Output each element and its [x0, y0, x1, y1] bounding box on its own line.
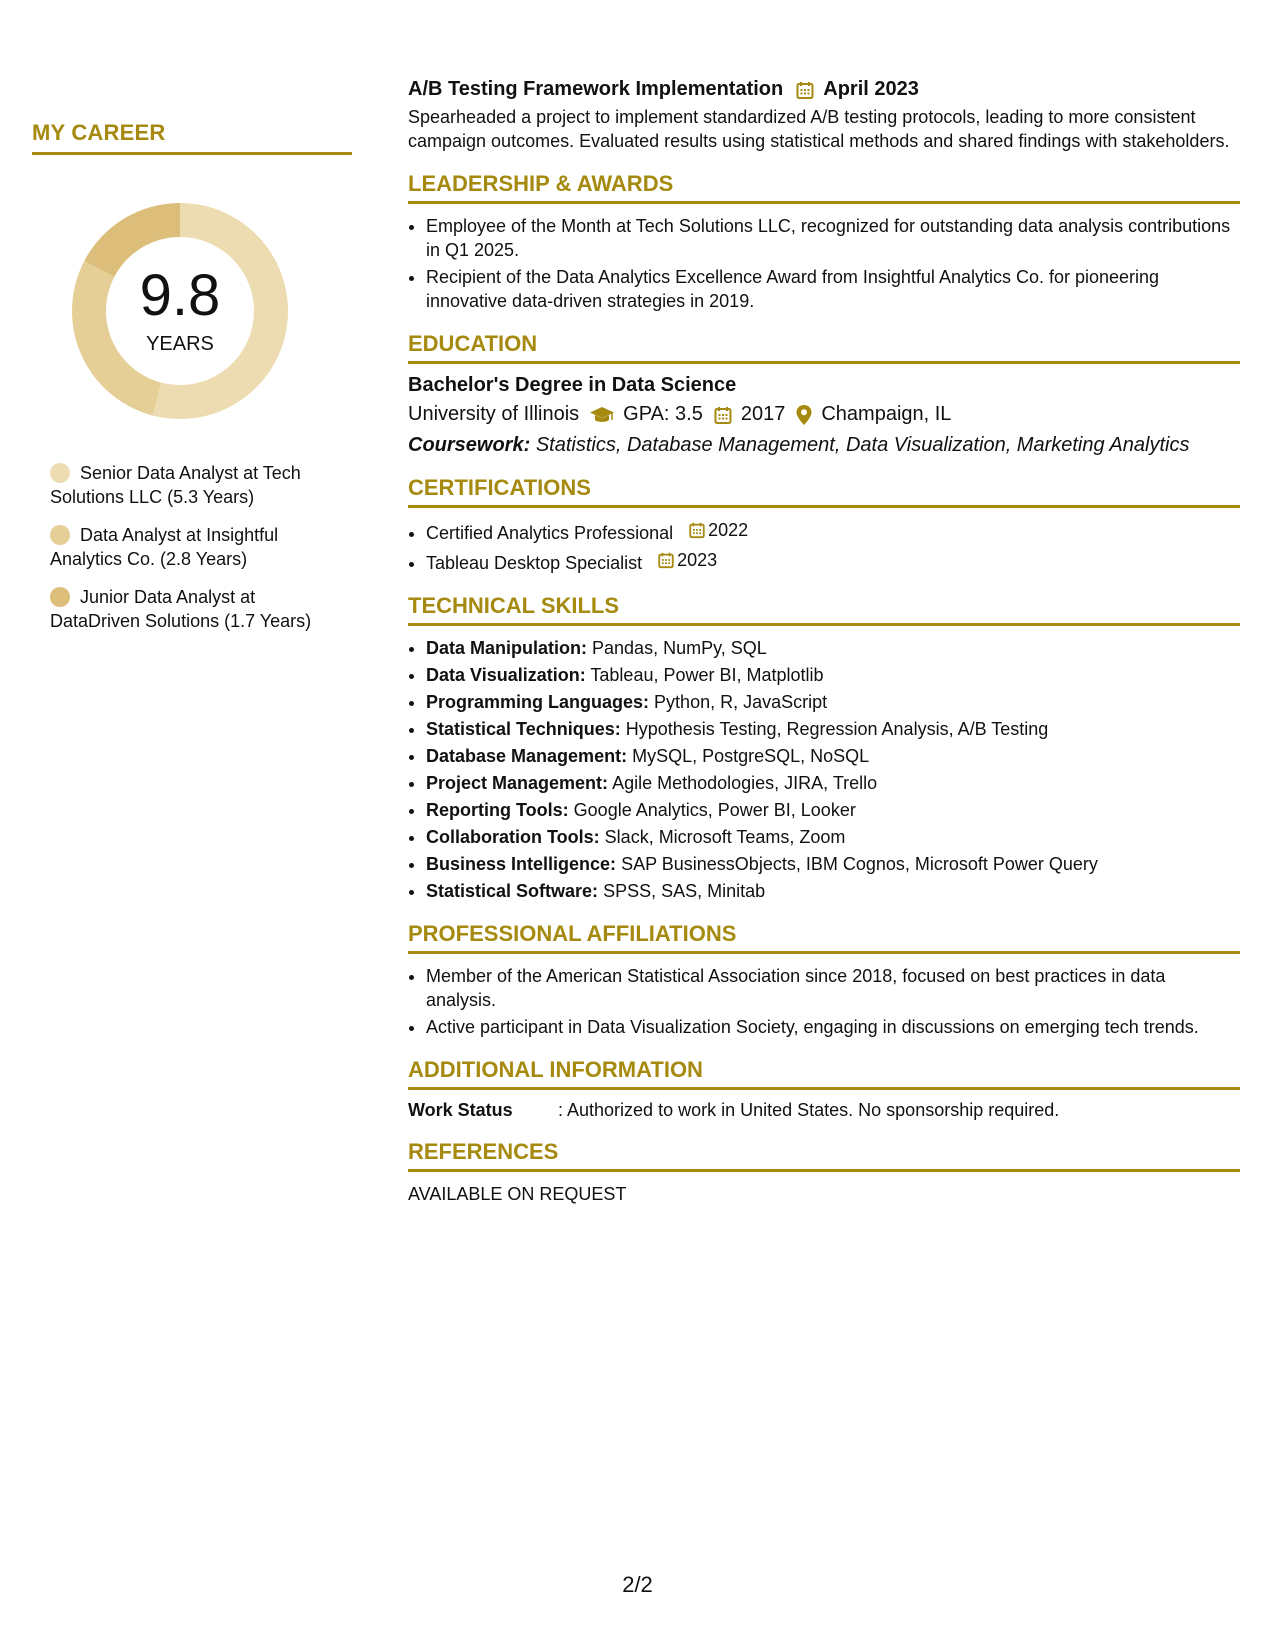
education-degree: Bachelor's Degree in Data Science — [408, 374, 737, 396]
certifications-section-title: CERTIFICATIONS — [408, 475, 1240, 508]
skill-label: Statistical Techniques: — [426, 719, 621, 739]
list-item: • Member of the American Statistical Association since 2018, focused on best practices in data analysis. — [426, 964, 1240, 1012]
coursework-text: Statistics, Database Management, Data Visualization, Marketing Analytics — [535, 434, 1190, 456]
legend-dot — [50, 587, 70, 607]
career-sidebar — [32, 120, 352, 647]
list-item — [426, 825, 1240, 849]
graduation-cap-icon — [589, 405, 615, 425]
list-item: • Employee of the Month at Tech Solutions LLC, recognized for outstanding data analysis contributions in Q1 2025. — [426, 214, 1240, 262]
list-item — [426, 798, 1240, 822]
education-meta — [408, 403, 1240, 426]
location-pin-icon — [795, 404, 813, 426]
list-item — [426, 690, 1240, 714]
additional-section-title: ADDITIONAL INFORMATION — [408, 1057, 1240, 1090]
skill-value: Agile Methodologies, JIRA, Trello — [612, 773, 878, 793]
skill-label: Project Management: — [426, 773, 609, 793]
calendar-icon — [657, 551, 675, 569]
affiliations-section-title: PROFESSIONAL AFFILIATIONS — [408, 921, 1240, 954]
work-status-value: : Authorized to work in United States. No sponsorship required. — [558, 1100, 1060, 1120]
education-gpa-text: GPA: 3.5 — [623, 403, 703, 425]
education-location-text: Champaign, IL — [821, 403, 952, 425]
page-number: 2/2 — [622, 1572, 653, 1597]
calendar-icon — [688, 521, 706, 539]
legend-item — [50, 585, 340, 633]
skill-value: MySQL, PostgreSQL, NoSQL — [632, 746, 870, 766]
list-item — [426, 717, 1240, 741]
calendar-icon — [713, 405, 733, 425]
skill-label: Data Visualization: — [426, 665, 586, 685]
list-item — [426, 636, 1240, 660]
resume-main — [408, 78, 1240, 1205]
legend-item — [50, 461, 340, 509]
project-date — [795, 78, 919, 101]
donut-center — [66, 197, 294, 425]
leadership-list — [408, 214, 1240, 313]
career-title: MY CAREER — [32, 120, 352, 155]
career-legend — [50, 461, 352, 633]
education-location — [795, 403, 951, 426]
list-item — [426, 879, 1240, 903]
skills-section-title: TECHNICAL SKILLS — [408, 593, 1240, 626]
skill-value: Tableau, Power BI, Matplotlib — [590, 665, 824, 685]
education-coursework — [408, 434, 1240, 457]
certification-date — [657, 548, 717, 572]
certification-year: 2023 — [677, 550, 718, 570]
legend-dot — [50, 463, 70, 483]
certification-name: Tableau Desktop Specialist — [426, 553, 643, 573]
education-year-text: 2017 — [740, 403, 786, 425]
references-text: AVAILABLE ON REQUEST — [408, 1184, 627, 1204]
calendar-icon — [795, 80, 815, 100]
skill-label: Programming Languages: — [426, 692, 650, 712]
skills-list — [408, 636, 1240, 903]
legend-label: Junior Data Analyst at DataDriven Solutions (1.7 Years) — [50, 587, 312, 631]
skill-value: Slack, Microsoft Teams, Zoom — [604, 827, 846, 847]
skill-label: Collaboration Tools: — [426, 827, 600, 847]
education-school: University of Illinois — [408, 403, 580, 425]
skill-label: Data Manipulation: — [426, 638, 587, 658]
list-item: • Active participant in Data Visualization Society, engaging in discussions on emerging tech trends. — [426, 1015, 1240, 1039]
certification-name: Certified Analytics Professional — [426, 523, 674, 543]
certification-date — [688, 518, 748, 542]
certification-year: 2022 — [708, 520, 749, 540]
skill-value: Python, R, JavaScript — [654, 692, 828, 712]
skill-value: Hypothesis Testing, Regression Analysis, A/B Testing — [625, 719, 1049, 739]
skill-label: Reporting Tools: — [426, 800, 569, 820]
certifications-list — [408, 518, 1240, 575]
skill-label: Database Management: — [426, 746, 628, 766]
skill-value: Google Analytics, Power BI, Looker — [573, 800, 856, 820]
legend-label: Senior Data Analyst at Tech Solutions LLC (5.3 Years) — [50, 463, 301, 507]
skill-value: SPSS, SAS, Minitab — [603, 881, 766, 901]
skill-value: SAP BusinessObjects, IBM Cognos, Microsoft Power Query — [621, 854, 1098, 874]
education-section-title: EDUCATION — [408, 331, 1240, 364]
work-status-row — [408, 1100, 1240, 1121]
coursework-label: Coursework: — [408, 434, 531, 456]
skill-label: Statistical Software: — [426, 881, 599, 901]
project-title: A/B Testing Framework Implementation — [408, 78, 784, 100]
work-status-label: Work Status — [408, 1100, 513, 1120]
total-years-unit: YEARS — [146, 332, 214, 355]
leadership-section-title: LEADERSHIP & AWARDS — [408, 171, 1240, 204]
list-item — [426, 518, 1240, 545]
project-description: Spearheaded a project to implement standardized A/B testing protocols, leading to more consistent campaign outcomes. Evaluated results using statistical methods and shared findings with stakeholders. — [408, 107, 1230, 151]
legend-item — [50, 523, 340, 571]
education-year — [713, 403, 786, 426]
project-date-text: April 2023 — [823, 78, 919, 100]
list-item — [426, 663, 1240, 687]
list-item — [426, 771, 1240, 795]
skill-value: Pandas, NumPy, SQL — [592, 638, 767, 658]
legend-dot — [50, 525, 70, 545]
career-donut-chart — [66, 197, 294, 425]
legend-label: Data Analyst at Insightful Analytics Co. (2.8 Years) — [50, 525, 279, 569]
skill-label: Business Intelligence: — [426, 854, 617, 874]
affiliations-list — [408, 964, 1240, 1039]
project-header — [408, 78, 1240, 101]
references-section-title: REFERENCES — [408, 1139, 1240, 1172]
list-item: • Recipient of the Data Analytics Excellence Award from Insightful Analytics Co. for pioneering innovative data-driven strategies in 2019. — [426, 265, 1240, 313]
list-item — [426, 548, 1240, 575]
list-item — [426, 852, 1240, 876]
total-years-value: 9.8 — [139, 262, 221, 328]
education-gpa — [589, 403, 703, 426]
list-item — [426, 744, 1240, 768]
